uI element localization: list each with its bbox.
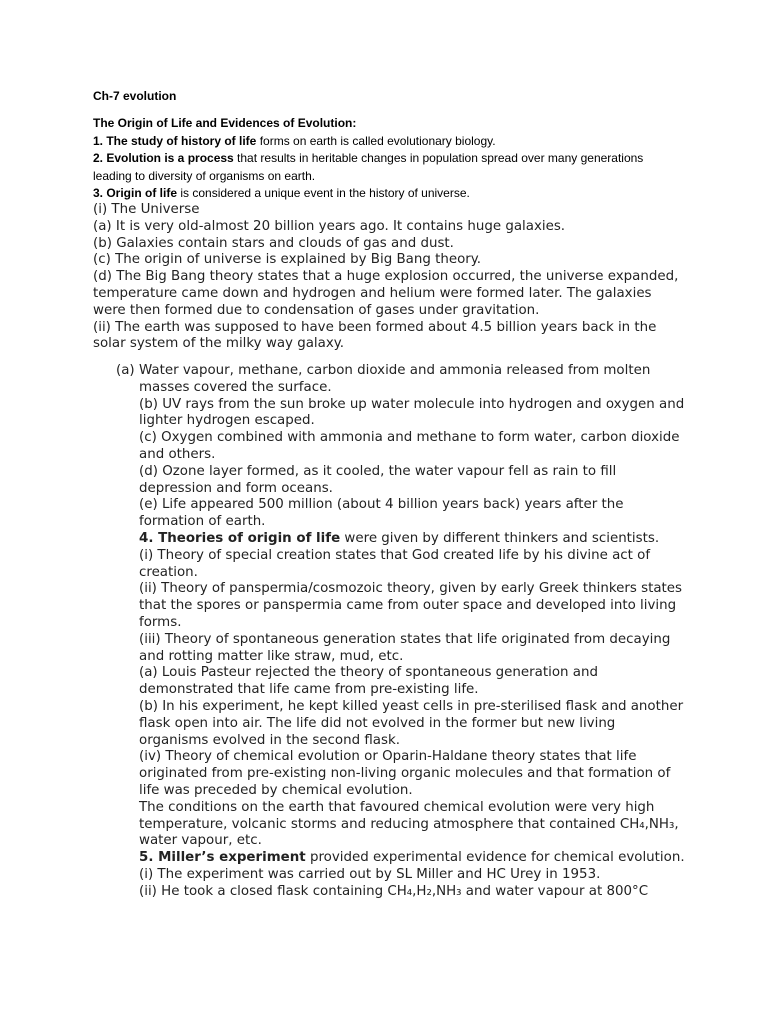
theories-heading (116, 531, 686, 548)
intro-point-3 (93, 185, 653, 203)
intro-point-1-bold: 1. The study of history of life (93, 133, 257, 148)
theory-item: (a) Louis Pasteur rejected the theory of spontaneous generation and demonstrated that life came from pre-existing life. (139, 665, 598, 698)
miller-item: (i) The experiment was carried out by SL Miller and HC Urey in 1953. (139, 866, 601, 882)
intro-point-2-text: that results in heritable changes in population spread over many generations leading to diversity of organisms on earth. (93, 151, 644, 183)
universe-line: (i) The Universe (93, 202, 200, 217)
miller-heading-bold: 5. Miller’s experiment (139, 850, 306, 866)
miller-item: (ii) He took a closed flask containing CH₄,H₂,NH₃ and water vapour at 800°C (139, 883, 649, 899)
intro-heading: The Origin of Life and Evidences of Evolution: (93, 116, 357, 130)
intro-point-1-text: forms on earth is called evolutionary biology. (256, 133, 496, 148)
universe-line: (b) Galaxies contain stars and clouds of gas and dust. (93, 235, 454, 251)
list-item: (b) UV rays from the sun broke up water molecule into hydrogen and oxygen and lighter hydrogen escaped. (139, 396, 685, 429)
earth-formation-list (116, 363, 686, 901)
universe-line: (c) The origin of universe is explained by Big Bang theory. (93, 252, 482, 268)
theory-item: (iv) Theory of chemical evolution or Oparin-Haldane theory states that life originated from pre-existing non-living organic molecules and that formation of life was preceded by chemical evolution. (139, 749, 671, 798)
intro-point-3-text: is considered a unique event in the history of universe. (177, 186, 470, 200)
list-marker: (a) (116, 363, 135, 378)
document-title: Ch-7 evolution (93, 89, 177, 103)
intro-section (93, 115, 653, 203)
list-item: (c) Oxygen combined with ammonia and methane to form water, carbon dioxide and others. (139, 430, 680, 462)
theory-item: (ii) Theory of panspermia/cosmozoic theory, given by early Greek thinkers states that the spores or panspermia came from outer space and developed into living forms. (139, 581, 683, 630)
theory-item: (b) In his experiment, he kept killed yeast cells in pre-sterilised flask and another flask open into air. The life did not evolved in the former but new living organisms evolved in the second flask. (139, 698, 684, 748)
intro-point-1 (93, 133, 653, 151)
miller-heading-text: provided experimental evidence for chemical evolution. (305, 850, 685, 866)
list-item-text: Water vapour, methane, carbon dioxide and ammonia released from molten masses covered the surface. (139, 363, 651, 395)
list-item: (d) Ozone layer formed, as it cooled, the water vapour fell as rain to fill depression and form oceans. (139, 463, 617, 496)
list-item: (e) Life appeared 500 million (about 4 billion years back) years after the formation of earth. (139, 497, 624, 530)
theory-item: (i) Theory of special creation states that God created life by his divine act of creation. (139, 547, 651, 580)
theories-heading-bold: 4. Theories of origin of life (139, 530, 341, 546)
list-item (116, 363, 686, 397)
theory-item: The conditions on the earth that favoured chemical evolution were very high temperature, volcanic storms and reducing atmosphere that contained CH₄,NH₃, water vapour, etc. (139, 799, 679, 849)
intro-point-3-bold: 3. Origin of life (93, 186, 178, 200)
theory-item: (iii) Theory of spontaneous generation states that life originated from decaying and rotting matter like straw, mud, etc. (139, 631, 671, 664)
universe-line: (ii) The earth was supposed to have been formed about 4.5 billion years back in the solar system of the milky way galaxy. (93, 319, 657, 352)
universe-line: (a) It is very old-almost 20 billion years ago. It contains huge galaxies. (93, 218, 566, 234)
theories-heading-text: were given by different thinkers and scientists. (340, 530, 660, 546)
intro-point-2 (93, 150, 653, 185)
universe-section (93, 202, 683, 353)
intro-point-2-bold: 2. Evolution is a process (93, 151, 234, 165)
miller-heading (116, 850, 686, 867)
universe-line: (d) The Big Bang theory states that a huge explosion occurred, the universe expanded, temperature came down and hydrogen and helium were formed later. The galaxies were then formed due to condensation of gases under gravitation. (93, 269, 679, 318)
